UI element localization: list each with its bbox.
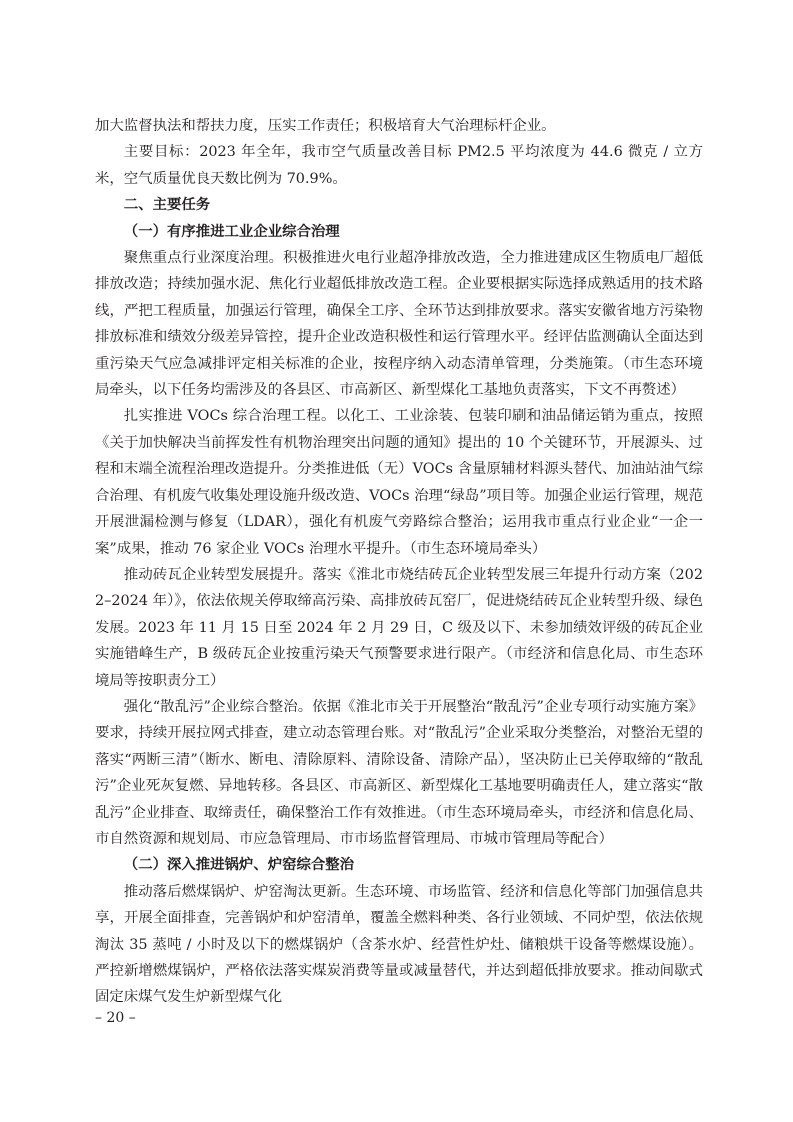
page-number: – 20 – xyxy=(95,1010,136,1026)
section-heading-main-tasks: 二、主要任务 xyxy=(123,196,211,214)
paragraph-key-industries: 聚焦重点行业深度治理。积极推进火电行业超净排放改造，全力推进建成区生物质电厂超低排放改造；持续加强水泥、焦化行业超低排放改造工程。企业要根据实际选择成熟适用的技术路线，严把工程质量，加强运行管理，确保全工序、全环节达到排放要求。落实安徽省地方污染物排放标准和绩效分级差异管控，提升企业改造积极性和运行管理水平。经评估监测确认全面达到重污染天气应急减排评定相关标准的企业，按程序纳入动态清单管理，分类施策。（市生态环境局牵头，以下任务均需涉及的各县区、市高新区、新型煤化工基地负责落实，下文不再赘述） xyxy=(95,250,703,399)
paragraph-main-goal: 主要目标：2023 年全年，我市空气质量改善目标 PM2.5 平均浓度为 44.6 微克 / 立方米，空气质量优良天数比例为 70.9%。 xyxy=(95,144,703,187)
paragraph-vocs: 扎实推进 VOCs 综合治理工程。以化工、工业涂装、包装印刷和油品储运销为重点，按照《关于加快解决当前挥发性有机物治理突出问题的通知》提出的 10 个关键环节，开展源头、过程和末端全流程治理改造提升。分类推进低（无）VOCs 含量原辅材料源头替代、加油站油气综合治理、有机废气收集处理设施升级改造、VOCs 治理“绿岛”项目等。加强企业运行管理，规范开展泄漏检测与修复（LDAR），强化有机废气旁路综合整治；运用我市重点行业企业“一企一案”成果，推动 76 家企业 VOCs 治理水平提升。（市生态环境局牵头） xyxy=(95,408,703,557)
paragraph-supervision: 加大监督执法和帮扶力度，压实工作责任；积极培育大气治理标杆企业。 xyxy=(95,118,556,134)
subsection-heading-industrial: （一）有序推进工业企业综合治理 xyxy=(123,222,340,240)
paragraph-scattered-polluting: 强化“散乱污”企业综合整治。依据《淮北市关于开展整治“散乱污”企业专项行动实施方案》要求，持续开展拉网式排查，建立动态管理台账。对“散乱污”企业采取分类整治，对整治无望的落实“两断三清”（断水、断电、清除原料、清除设备、清除产品），坚决防止已关停取缔的“散乱污”企业死灰复燃、异地转移。各县区、市高新区、新型煤化工基地要明确责任人，建立落实“散乱污”企业排查、取缔责任，确保整治工作有效推进。（市生态环境局牵头，市经济和信息化局、市自然资源和规划局、市应急管理局、市市场监督管理局、市城市管理局等配合） xyxy=(95,698,703,847)
paragraph-brick-tile: 推动砖瓦企业转型发展提升。落实《淮北市烧结砖瓦企业转型发展三年提升行动方案（2022–2024 年）》，依法依规关停取缔高污染、高排放砖瓦窑厂，促进烧结砖瓦企业转型升级、绿色发展。2023 年 11 月 15 日至 2024 年 2 月 29 日，C 级及以下、未参加绩效评级的砖瓦企业实施错峰生产，B 级砖瓦企业按重污染天气预警要求进行限产。（市经济和信息化局、市生态环境局等按职责分工） xyxy=(95,566,703,689)
subsection-heading-boilers: （二）深入推进锅炉、炉窑综合整治 xyxy=(123,856,355,874)
document-page xyxy=(95,113,703,1011)
paragraph-coal-boilers: 推动落后燃煤锅炉、炉窑淘汰更新。生态环境、市场监管、经济和信息化等部门加强信息共享，开展全面排查，完善锅炉和炉窑清单，覆盖全燃料种类、各行业领域、不同炉型，依法依规淘汰 35 蒸吨 / 小时及以下的燃煤锅炉（含茶水炉、经营性炉灶、储粮烘干设备等燃煤设施）。严控新增燃煤锅炉，严格依法落实煤炭消费等量或减量替代，并达到超低排放要求。推动间歇式固定床煤气发生炉新型煤气化 xyxy=(95,883,703,1006)
